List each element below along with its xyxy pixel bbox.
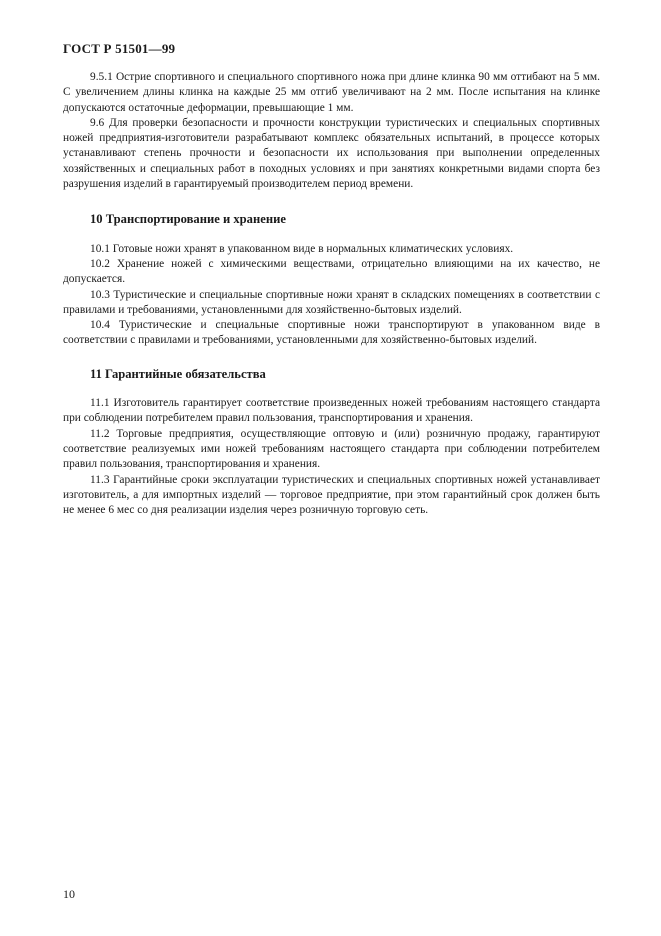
document-body [63, 70, 600, 518]
paragraph-11-3: 11.3 Гарантийные сроки эксплуатации туристических и специальных спортивных ножей устанавливает изготовитель, а для импортных изделий — торговое предприятие, при этом гарантийный срок должен быть не менее 6 мес со дня реализации изделия через розничную торговую сеть. [63, 473, 600, 517]
paragraph-11-1: 11.1 Изготовитель гарантирует соответствие произведенных ножей требованиям настоящего стандарта при соблюдении потребителем правил пользования, транспортирования и хранения. [63, 397, 600, 425]
paragraph-10-4: 10.4 Туристические и специальные спортивные ножи транспортируют в упакованном виде в соответствии с правилами и требованиями, установленными для хозяйственно-бытовых изделий. [63, 319, 600, 347]
page-number: 10 [63, 887, 75, 901]
section-11-heading: 11 Гарантийные обязательства [90, 366, 266, 381]
paragraph-10-3: 10.3 Туристические и специальные спортивные ножи хранят в складских помещениях в соответствии с правилами и требованиями, установленными для хозяйственно-бытовых изделий. [63, 288, 600, 316]
standard-code-header: ГОСТ Р 51501—99 [63, 41, 176, 56]
section-10-heading: 10 Транспортирование и хранение [90, 212, 286, 227]
paragraph-11-2: 11.2 Торговые предприятия, осуществляющие оптовую и (или) розничную продажу, гарантируют соответствие реализуемых ими ножей требованиям настоящего стандарта при соблюдении потребителем правил пользования, транспортирования и хранения. [63, 427, 600, 471]
paragraph-9-5-1: 9.5.1 Острие спортивного и специального спортивного ножа при длине клинка 90 мм оттибают на 5 мм. С увеличением длины клинка на каждые 25 мм отгиб увеличивают на 2 мм. После испытания на клинке допускаются остаточные деформации, превышающие 1 мм. [63, 71, 600, 114]
paragraph-9-6: 9.6 Для проверки безопасности и прочности конструкции туристических и специальных спортивных ножей предприятия-изготовители разрабатывают комплекс обязательных испытаний, в процессе которых устанавливают степень прочности и безопасности их использования при выполнении определенных хозяйственных и специальных работ в походных условиях и при занятиях конкретными видами спорта без разрушения изделий в гарантируемый производителем период времени. [63, 116, 600, 191]
paragraph-10-1: 10.1 Готовые ножи хранят в упакованном виде в нормальных климатических условиях. [90, 242, 514, 255]
paragraph-10-2: 10.2 Хранение ножей с химическими веществами, отрицательно влияющими на их качество, не допускается. [63, 257, 600, 286]
